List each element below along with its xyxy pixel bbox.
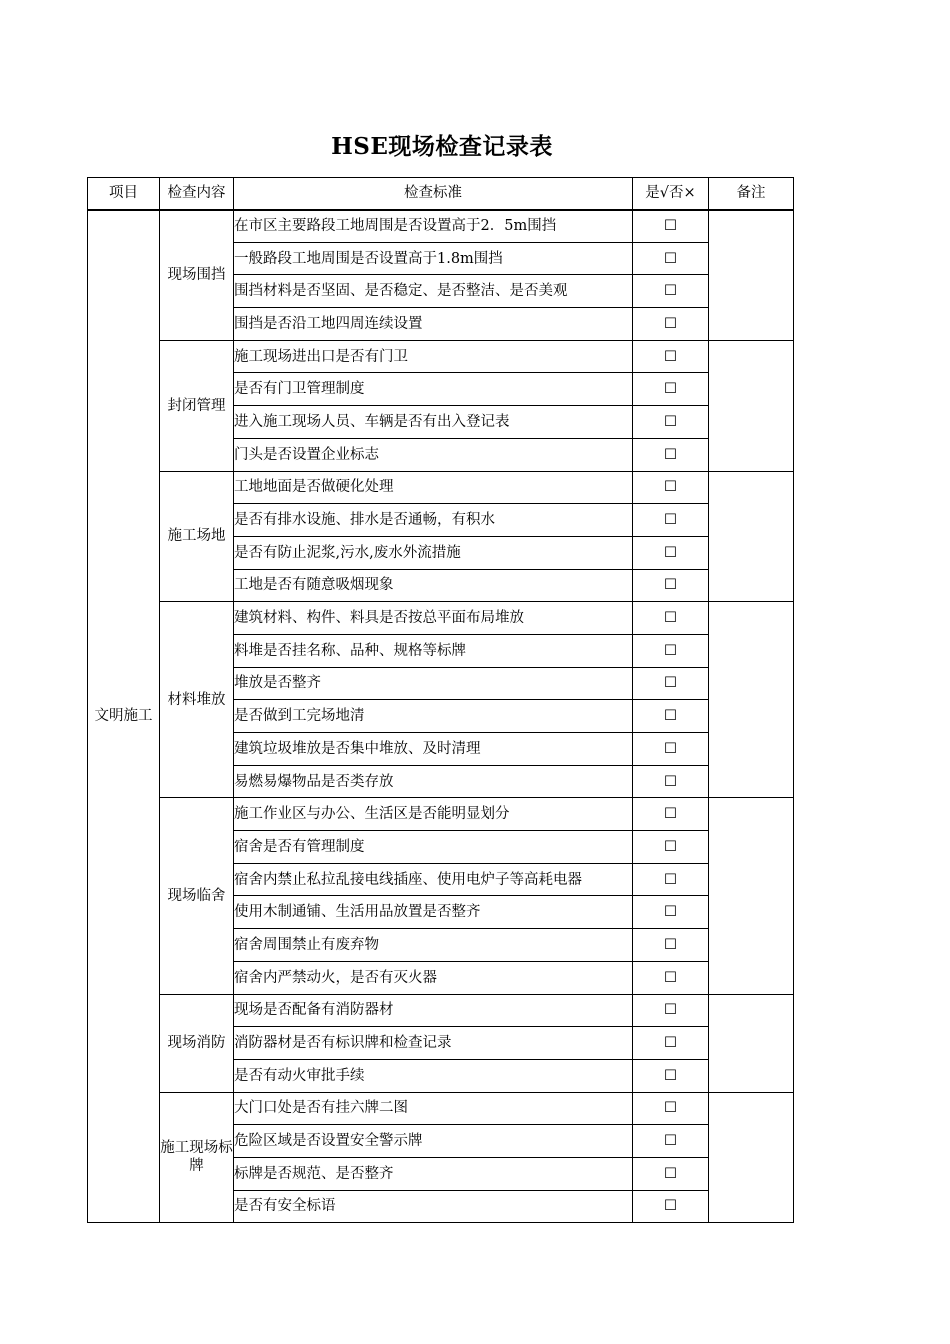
- checkbox-cell[interactable]: ☐: [633, 471, 709, 504]
- table-row: [88, 340, 794, 373]
- checkbox-cell[interactable]: ☐: [633, 340, 709, 373]
- criterion-cell: 建筑材料、构件、料具是否按总平面布局堆放: [234, 602, 633, 635]
- inspection-table: [87, 177, 794, 1223]
- criterion-cell: 宿舍内禁止私拉乱接电线插座、使用电炉子等高耗电器: [234, 863, 633, 896]
- checkbox-cell[interactable]: ☐: [633, 1125, 709, 1158]
- criterion-cell: 宿舍是否有管理制度: [234, 831, 633, 864]
- table-row: [88, 798, 794, 831]
- checkbox-cell[interactable]: ☐: [633, 896, 709, 929]
- checkbox-cell[interactable]: ☐: [633, 275, 709, 308]
- criterion-cell: 建筑垃圾堆放是否集中堆放、及时清理: [234, 733, 633, 766]
- checkbox-cell[interactable]: ☐: [633, 1027, 709, 1060]
- criterion-cell: 是否有门卫管理制度: [234, 373, 633, 406]
- content-cell: 现场围挡: [160, 210, 234, 341]
- content-cell: 施工现场标牌: [160, 1092, 234, 1223]
- remark-cell[interactable]: [709, 602, 794, 798]
- checkbox-cell[interactable]: ☐: [633, 798, 709, 831]
- checkbox-cell[interactable]: ☐: [633, 1059, 709, 1092]
- remark-cell[interactable]: [709, 210, 794, 341]
- criterion-cell: 宿舍周围禁止有废弃物: [234, 929, 633, 962]
- checkbox-cell[interactable]: ☐: [633, 210, 709, 243]
- criterion-cell: 施工作业区与办公、生活区是否能明显划分: [234, 798, 633, 831]
- checkbox-cell[interactable]: ☐: [633, 438, 709, 471]
- remark-cell[interactable]: [709, 340, 794, 471]
- criterion-cell: 施工现场进出口是否有门卫: [234, 340, 633, 373]
- checkbox-cell[interactable]: ☐: [633, 700, 709, 733]
- table-row: [88, 210, 794, 243]
- criterion-cell: 消防器材是否有标识牌和检查记录: [234, 1027, 633, 1060]
- checkbox-cell[interactable]: ☐: [633, 406, 709, 439]
- criterion-cell: 围挡是否沿工地四周连续设置: [234, 308, 633, 341]
- criterion-cell: 工地地面是否做硬化处理: [234, 471, 633, 504]
- criterion-cell: 是否有排水设施、排水是否通畅，有积水: [234, 504, 633, 537]
- checkbox-cell[interactable]: ☐: [633, 569, 709, 602]
- table-row: [88, 471, 794, 504]
- checkbox-cell[interactable]: ☐: [633, 929, 709, 962]
- checkbox-cell[interactable]: ☐: [633, 994, 709, 1027]
- checkbox-cell[interactable]: ☐: [633, 602, 709, 635]
- table-row: [88, 602, 794, 635]
- checkbox-cell[interactable]: ☐: [633, 831, 709, 864]
- content-cell: 现场消防: [160, 994, 234, 1092]
- page-title: HSE现场检查记录表: [331, 133, 553, 160]
- criterion-cell: 料堆是否挂名称、品种、规格等标牌: [234, 634, 633, 667]
- criterion-cell: 围挡材料是否坚固、是否稳定、是否整洁、是否美观: [234, 275, 633, 308]
- criterion-cell: 使用木制通铺、生活用品放置是否整齐: [234, 896, 633, 929]
- criterion-cell: 危险区域是否设置安全警示牌: [234, 1125, 633, 1158]
- criterion-cell: 现场是否配备有消防器材: [234, 994, 633, 1027]
- criterion-cell: 宿舍内严禁动火，是否有灭火器: [234, 961, 633, 994]
- checkbox-cell[interactable]: ☐: [633, 634, 709, 667]
- criterion-cell: 是否有动火审批手续: [234, 1059, 633, 1092]
- criterion-cell: 易燃易爆物品是否类存放: [234, 765, 633, 798]
- criterion-cell: 门头是否设置企业标志: [234, 438, 633, 471]
- criterion-cell: 大门口处是否有挂六牌二图: [234, 1092, 633, 1125]
- criterion-cell: 标牌是否规范、是否整齐: [234, 1157, 633, 1190]
- checkbox-cell[interactable]: ☐: [633, 1092, 709, 1125]
- criterion-cell: 堆放是否整齐: [234, 667, 633, 700]
- checkbox-cell[interactable]: ☐: [633, 863, 709, 896]
- header-result: 是√否×: [633, 178, 709, 210]
- remark-cell[interactable]: [709, 1092, 794, 1223]
- project-cell: 文明施工: [88, 210, 160, 1223]
- content-cell: 施工场地: [160, 471, 234, 602]
- header-remark: 备注: [709, 178, 794, 210]
- checkbox-cell[interactable]: ☐: [633, 961, 709, 994]
- checkbox-cell[interactable]: ☐: [633, 504, 709, 537]
- checkbox-cell[interactable]: ☐: [633, 308, 709, 341]
- header-content: 检查内容: [160, 178, 234, 210]
- content-cell: 封闭管理: [160, 340, 234, 471]
- header-row: [88, 178, 794, 210]
- remark-cell[interactable]: [709, 471, 794, 602]
- checkbox-cell[interactable]: ☐: [633, 765, 709, 798]
- checkbox-cell[interactable]: ☐: [633, 373, 709, 406]
- header-item: 项目: [88, 178, 160, 210]
- table-row: [88, 1092, 794, 1125]
- table-row: [88, 994, 794, 1027]
- content-cell: 材料堆放: [160, 602, 234, 798]
- checkbox-cell[interactable]: ☐: [633, 667, 709, 700]
- content-cell: 现场临舍: [160, 798, 234, 994]
- criterion-cell: 是否有防止泥浆,污水,废水外流措施: [234, 536, 633, 569]
- table-body: [88, 210, 794, 1223]
- criterion-cell: 进入施工现场人员、车辆是否有出入登记表: [234, 406, 633, 439]
- remark-cell[interactable]: [709, 798, 794, 994]
- criterion-cell: 是否有安全标语: [234, 1190, 633, 1223]
- remark-cell[interactable]: [709, 994, 794, 1092]
- checkbox-cell[interactable]: ☐: [633, 242, 709, 275]
- checkbox-cell[interactable]: ☐: [633, 1157, 709, 1190]
- criterion-cell: 是否做到工完场地清: [234, 700, 633, 733]
- checkbox-cell[interactable]: ☐: [633, 1190, 709, 1223]
- criterion-cell: 一般路段工地周围是否设置高于1.8m围挡: [234, 242, 633, 275]
- checkbox-cell[interactable]: ☐: [633, 536, 709, 569]
- criterion-cell: 在市区主要路段工地周围是否设置高于2．5m围挡: [234, 210, 633, 243]
- checkbox-cell[interactable]: ☐: [633, 733, 709, 766]
- criterion-cell: 工地是否有随意吸烟现象: [234, 569, 633, 602]
- header-standard: 检查标准: [234, 178, 633, 210]
